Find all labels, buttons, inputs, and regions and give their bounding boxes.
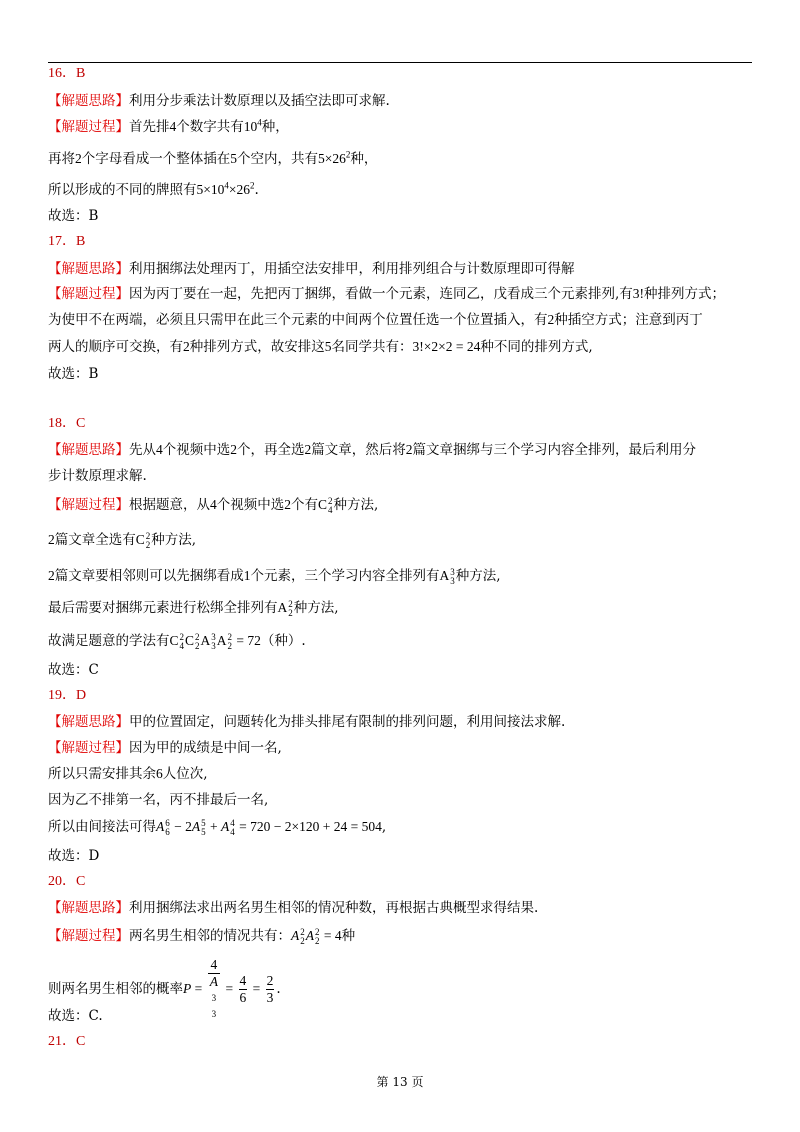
q17-expr: 3!×2×2 = 24 [412,339,481,354]
q18-expr-A33: A 3 3 [439,566,455,586]
q17-line2: 为使甲不在两端，必须且只需甲在此三个元素的中间两个位置任选一个位置插入，有2种插空方式；注意到丙丁 [48,312,703,328]
q20-expr: A 2 2 A 2 2 = 4 [291,926,342,946]
q20-line2: 则两名男生相邻的概率P = 4 A 3 3 = $\frac{4}{6}$ = $\frac{2}{3}$ . [48,957,281,1022]
q18-process-tag: 【解题过程】 [48,497,129,513]
q17-process-line: 【解题过程】因为丙丁要在一起，先把丙丁捆绑，看做一个元素，连同乙，戊看成三个元素排列,有3!种排列方式； [48,286,726,302]
q17-idea-text: 利用捆绑法处理丙丁，用插空法安排甲，利用排列组合与计数原理即可得解 [129,261,575,277]
q18-idea-tag: 【解题思路】 [48,442,129,458]
q16-expr-5x26sq: $5\times 26^2$ [318,149,351,166]
q18-expr-C22: C 2 2 [135,530,151,550]
q16-heading: 16．B [48,66,86,81]
q19-idea-tag: 【解题思路】 [48,714,129,730]
q19-idea-line: 【解题思路】甲的位置固定，问题转化为排头排尾有限制的排列问题，利用间接法求解. [48,714,566,730]
q19-process-line: 【解题过程】因为甲的成绩是中间一名, [48,740,282,756]
q18-idea-line: 【解题思路】先从4个视频中选2个，再全选2篇文章，然后将2篇文章捆绑与三个学习内容全排列，最后利用分 [48,442,696,458]
q20-process-tag: 【解题过程】 [48,928,129,944]
q19-expr: A 6 6 − 2A 5 5 + A 4 4 = 720 − 2×120 + 24 = 504 [156,817,382,837]
q17-process-tag: 【解题过程】 [48,286,129,302]
q17-heading: 17．B [48,234,86,249]
q20-idea-line: 【解题思路】利用捆绑法求出两名男生相邻的情况种数，再根据古典概型求得结果. [48,900,539,916]
q18-line2: 2篇文章全选有C 2 2 种方法, [48,530,197,550]
q16-expr-10-pow-4: $10^4$ [243,117,262,134]
q16-answer: 故选：B [48,208,99,224]
q17-answer: 故选：B [48,366,99,382]
q18-line5: 故满足题意的学法有C 2 4 C 2 2 A 3 3 A 2 2 = 72（种）. [48,631,306,651]
q20-frac3: $\frac{2}{3}$ [266,973,274,1005]
q19-line3: 因为乙不排第一名，丙不排最后一名, [48,792,269,808]
q16-process-tag: 【解题过程】 [48,119,129,135]
q20-idea-tag: 【解题思路】 [48,900,129,916]
q19-heading: 19．D [48,688,87,703]
q18-expr-A22: A 2 2 [277,598,293,618]
page-footer: 第 13 页 [376,1075,424,1089]
q18-line3: 2篇文章要相邻则可以先捆绑看成1个元素，三个学习内容全排列有A 3 3 种方法, [48,566,501,586]
q19-answer: 故选：D [48,848,100,864]
q21-heading: 21．C [48,1034,86,1049]
q16-process-line: 【解题过程】首先排4个数字共有$10^4$种， [48,117,289,135]
q18-idea-line2: 步计数原理求解. [48,468,147,484]
q18-process-line: 【解题过程】根据题意，从4个视频中选2个有C 2 4 种方法, [48,495,379,515]
q16-line3: 所以形成的不同的牌照有$5\times 10^4\times 26^2$. [48,180,259,198]
q19-line4: 所以由间接法可得A 6 6 − 2A 5 5 + A 4 4 = 720 − 2×120 + 24 = 504, [48,817,387,837]
q17-idea-tag: 【解题思路】 [48,261,129,277]
header-rule [48,62,752,63]
q16-idea-line [48,91,390,111]
q17-line3: 两人的顺序可交换，有2种排列方式，故安排这5名同学共有：3!×2×2 = 24种不同的排列方式, [48,339,593,355]
q20-process-line: 【解题过程】两名男生相邻的情况共有：A 2 2 A 2 2 = 4种 [48,926,356,946]
q16-idea-text: 利用分步乘法计数原理以及插空法即可求解. [129,93,390,109]
q16-line2: 再将2个字母看成一个整体插在5个空内，共有$5\times 26^2$种， [48,149,378,167]
q17-idea-line [48,259,575,279]
q20-frac2: $\frac{4}{6}$ [239,973,247,1005]
q19-process-tag: 【解题过程】 [48,740,129,756]
q18-answer: 故选：C [48,662,99,678]
q20-p-symbol: P [183,981,192,996]
q20-answer: 故选：C. [48,1008,103,1024]
q18-heading: 18．C [48,416,86,431]
q20-frac1: 4 A 3 3 [208,957,221,1022]
q16-idea-tag: 【解题思路】 [48,93,129,109]
q20-heading: 20．C [48,874,86,889]
q18-expr-product: C 2 4 C 2 2 A 3 3 A 2 2 = 72 [169,631,261,651]
q19-line2: 所以只需安排其余6人位次, [48,766,208,782]
q18-line4: 最后需要对捆绑元素进行松绑全排列有A 2 2 种方法, [48,598,339,618]
q16-expr-total: $5\times 10^4\times 26^2$ [196,180,255,197]
q18-expr-C42: C 2 4 [318,495,333,515]
